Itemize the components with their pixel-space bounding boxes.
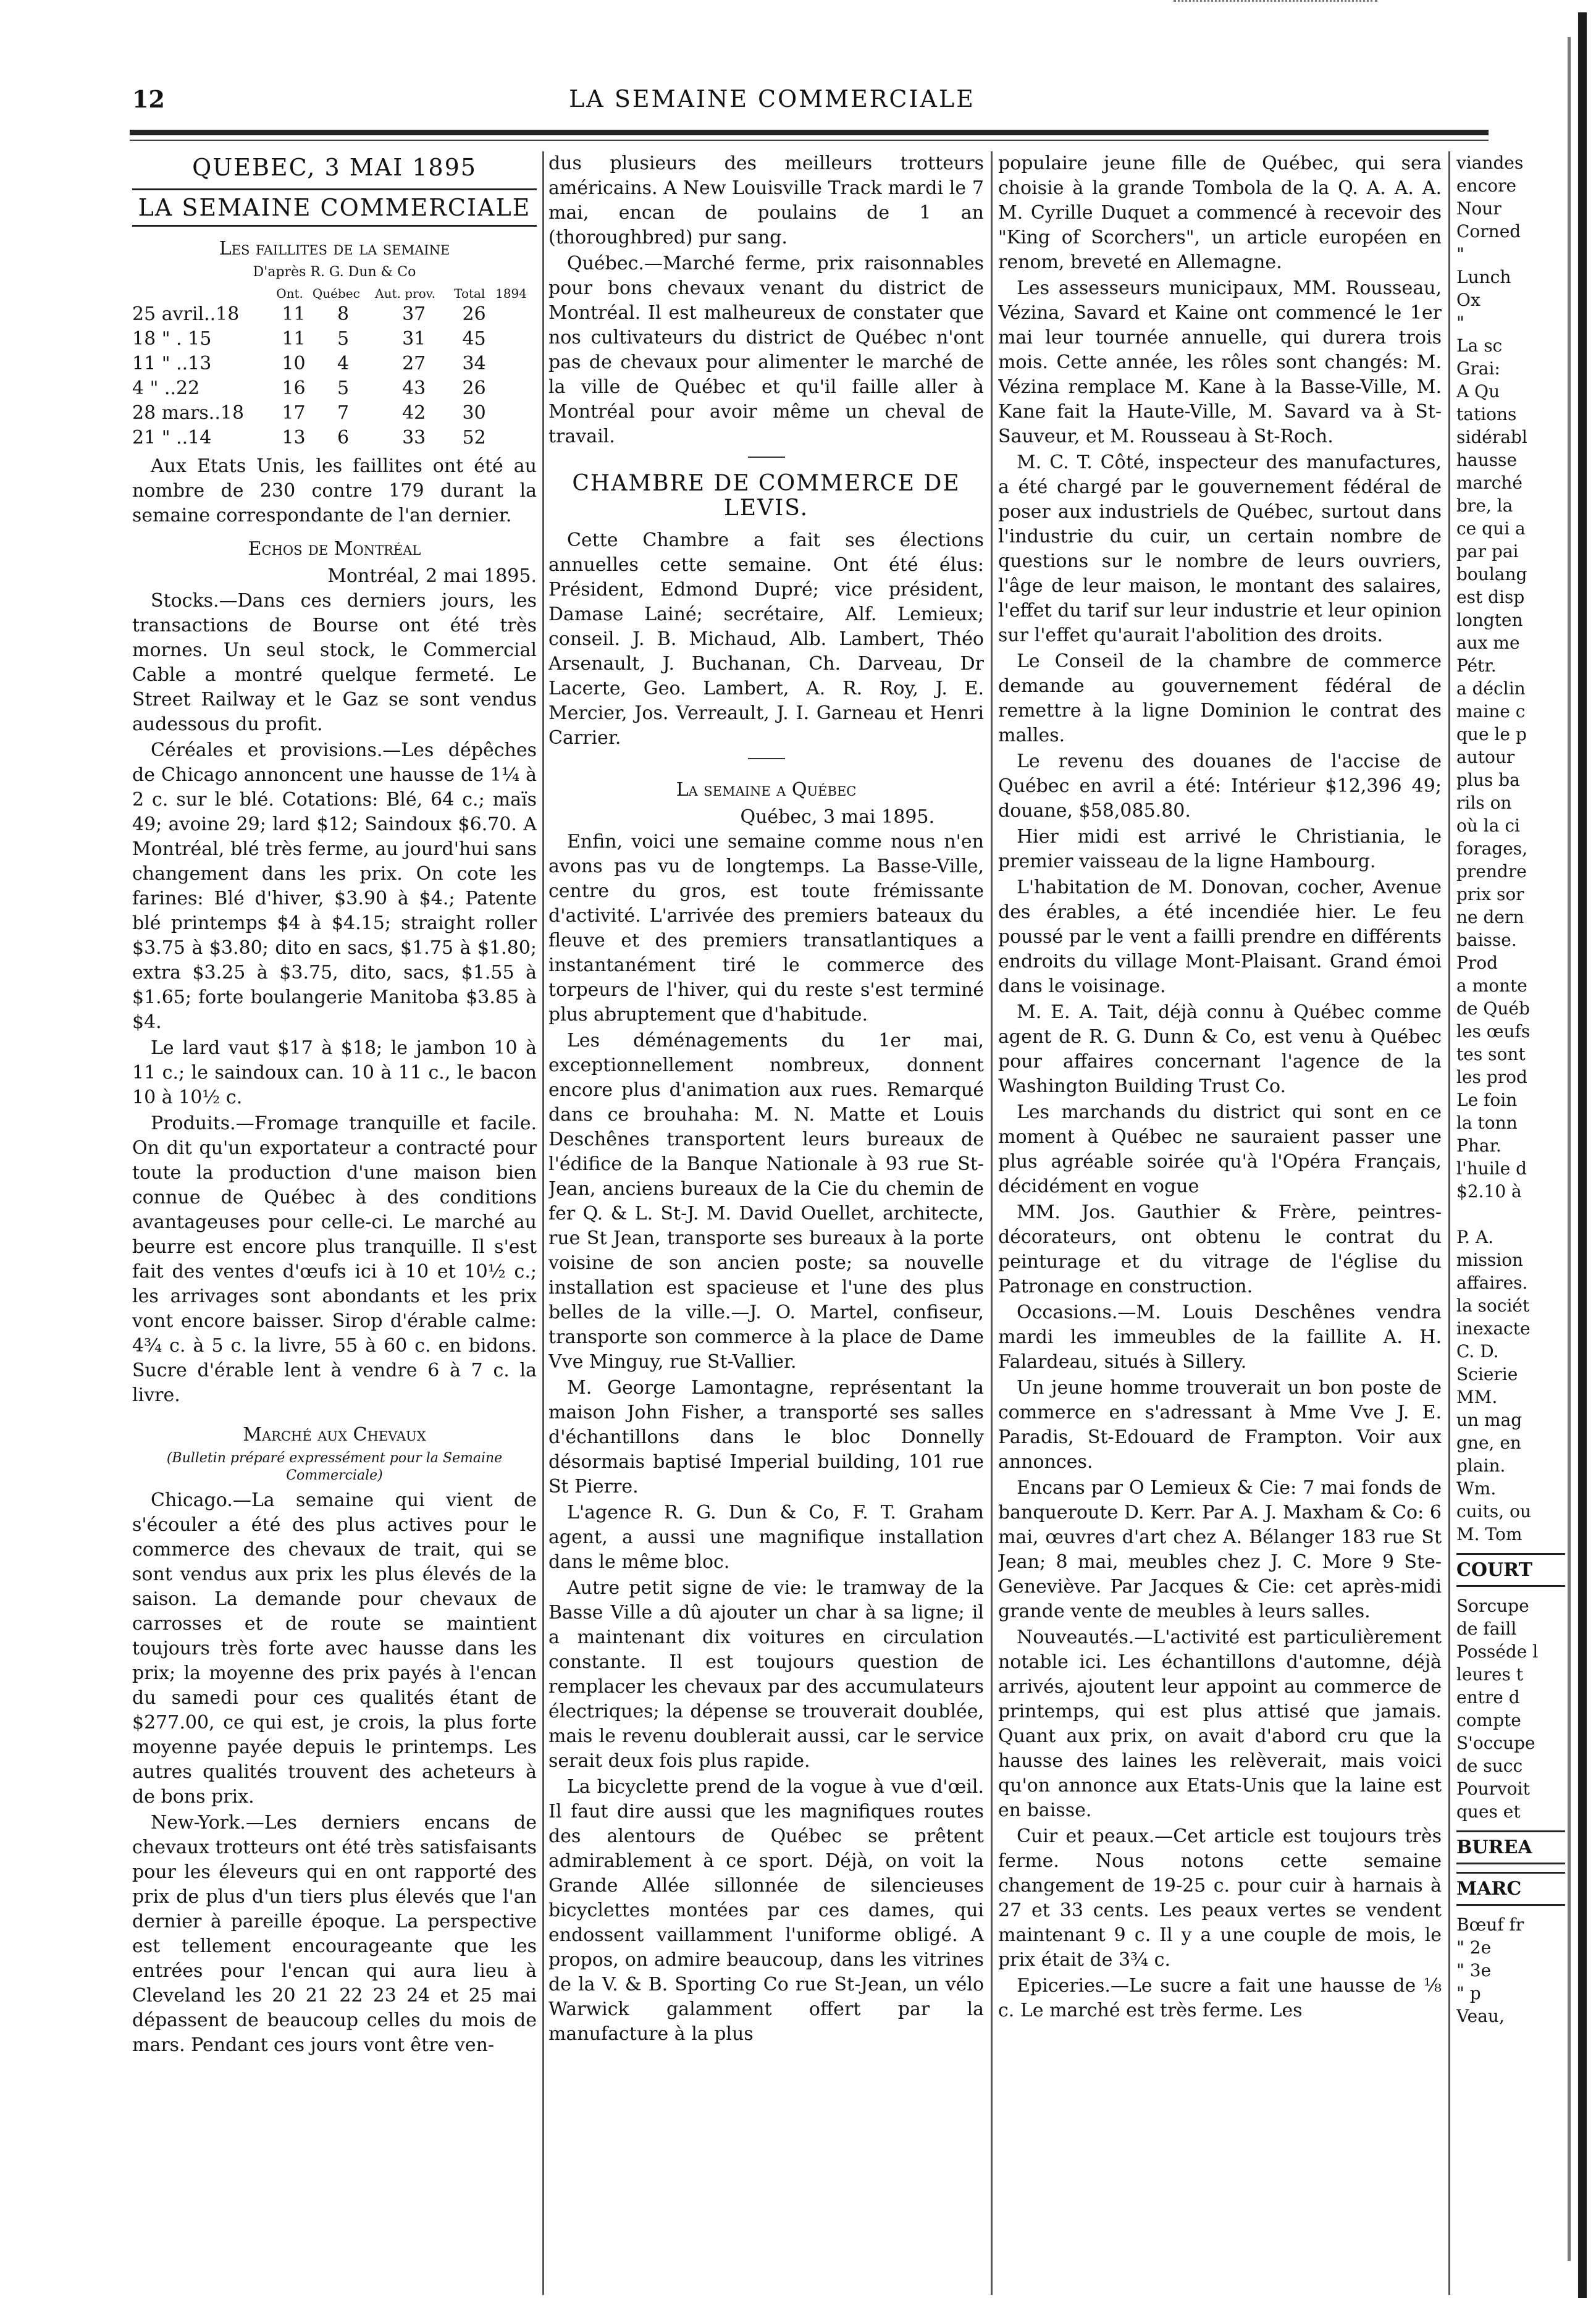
column-divider-3	[1448, 151, 1450, 2295]
cutoff-line: ques et	[1456, 1801, 1521, 1822]
table-cell: 4	[337, 353, 350, 374]
cutoff-line: rils on	[1456, 793, 1512, 813]
cutoff-line: l'huile d	[1456, 1158, 1527, 1179]
article-paragraph: Encans par O Lemieux & Cie: 7 mai fonds de banqueroute D. Kerr. Par A. J. Maxham & Co: 6 mai, œuvres d'art chez A. Bélanger 183 rue St Jean; 8 mai, meubles chez J. C. More 9 Ste-Geneviève. Par Jacques & Cie: cet après-midi grande vente de meubles à leurs salles.	[998, 1477, 1442, 1622]
cutoff-line: inexacte	[1456, 1318, 1531, 1339]
table-cell: 43	[402, 377, 426, 399]
chevaux-title: Marché aux Chevaux	[243, 1424, 426, 1446]
table-row	[132, 426, 537, 450]
table-cell: 33	[402, 427, 426, 448]
column-header	[132, 285, 275, 302]
cutoff-line: tes sont	[1456, 1044, 1526, 1064]
article-paragraph: Epiceries.—Le sucre a fait une hausse de ⅛ c. Le marché est très ferme. Les	[998, 1975, 1442, 2021]
cutoff-line: Le foin	[1456, 1090, 1518, 1110]
scan-artifact	[1174, 0, 1377, 18]
cutoff-line: cuits, ou	[1456, 1501, 1531, 1522]
column-divider-2	[991, 151, 993, 2295]
table-cell: 45	[462, 328, 486, 350]
cutoff-line: maine c	[1456, 701, 1526, 722]
article-paragraph: Enfin, voici une semaine comme nous n'en avons pas vu de longtemps. La Basse-Ville, centre du gros, est toute frémissante d'activité. L'arrivée des premiers bateaux du fleuve et des premiers transatlantiques a instantanément tiré le commerce des torpeurs de l'hiver, qui du reste s'est terminé plus abruptement que d'habitude.	[548, 831, 984, 1025]
cutoff-line: prendre	[1456, 861, 1527, 882]
table-row	[132, 327, 537, 352]
cutoff-line: la sociét	[1456, 1295, 1530, 1316]
article-paragraph: Québec.—Marché ferme, prix raisonnables pour bons chevaux venant du district de Montréal. Il est malheureux de constater que nos cultivateurs du district de Québec n'ont pas de chevaux pour alimenter le marché de la ville de Québec et qu'il faille aller à Montréal pour avoir même un cheval de travail.	[548, 253, 984, 447]
semaine-date: Québec, 3 mai 1895.	[740, 806, 934, 828]
column-header: Ont.	[276, 286, 303, 301]
cutoff-line: Ox	[1456, 290, 1480, 310]
cutoff-line: marché	[1456, 473, 1522, 493]
cutoff-line: un mag	[1456, 1410, 1522, 1430]
article-paragraph: Le revenu des douanes de l'accise de Québec en avril a été: Intérieur $12,396 49; douane, $58,085.80.	[998, 751, 1442, 822]
table-row	[132, 352, 537, 376]
table-cell: 5	[337, 328, 350, 350]
cutoff-line: Posséde l	[1456, 1641, 1539, 1662]
cutoff-line: par pai	[1456, 541, 1519, 562]
article-paragraph: Un jeune homme trouverait un bon poste de commerce en s'adressant à Mme Vve J. E. Paradis, St-Edouard de Frampton. Voir aux annonces.	[998, 1377, 1442, 1473]
cutoff-line: gne, en	[1456, 1433, 1521, 1453]
cutoff-line: compte	[1456, 1710, 1521, 1730]
cutoff-line: plus ba	[1456, 770, 1520, 790]
cutoff-line: mission	[1456, 1250, 1524, 1270]
cutoff-line: Grai:	[1456, 358, 1500, 379]
table-cell: 6	[337, 427, 350, 448]
article-paragraph: Stocks.—Dans ces derniers jours, les transactions de Bourse ont été très mornes. Un seul stock, le Commercial Cable a montré quelque fermeté. Le Street Railway et le Gaz se sont vendus audessous du profit.	[132, 590, 537, 735]
cutoff-line: hausse	[1456, 450, 1518, 470]
cutoff-line: P. A.	[1456, 1227, 1494, 1247]
cutoff-line: La sc	[1456, 335, 1503, 356]
cutoff-line: "	[1456, 244, 1464, 264]
article-paragraph: Autre petit signe de vie: le tramway de la Basse Ville a dû ajouter un char à sa ligne; il a maintenant dix voitures en circulation constante. Il est toujours question de remplacer les chevaux par des accumulateurs électriques; la dépense se trouverait doublée, mais le revenu doublerait aussi, car le service serait deux fois plus rapide.	[548, 1577, 984, 1772]
cutoff-line: encore	[1456, 175, 1517, 196]
column-1	[132, 151, 537, 2289]
article-paragraph: Les déménagements du 1er mai, exceptionnellement nombreux, donnent encore plus d'animation aux rues. Remarqué dans ce brouhaha: M. N. Matte et Louis Deschênes transportent leurs bureaux de l'édifice de la Banque Nationale à 93 rue St-Jean, anciens bureaux de la Cie du chemin de fer Q. & L. St-J. M. David Ouellet, architecte, rue St Jean, transporte ses bureaux à la porte voisine de son ancien poste; sa nouvelle installation est spacieuse et l'une des plus belles de la ville.—J. O. Martel, confiseur, transporte son commerce à la place de Dame Vve Minguy, rue St-Vallier.	[548, 1030, 984, 1373]
cutoff-line: autour	[1456, 747, 1515, 767]
article-paragraph: L'agence R. G. Dun & Co, F. T. Graham agent, a aussi une magnifique installation dans le même bloc.	[548, 1502, 984, 1573]
table-cell: 11	[282, 303, 306, 325]
cutoff-line: sidérabl	[1456, 427, 1527, 447]
article-paragraph: Les assesseurs municipaux, MM. Rousseau, Vézina, Savard et Kaine ont commencé le 1er mai leur tournée annuelle, qui durera trois mois. Cette année, les rôles sont changés: M. Vézina remplace M. Kane à la Basse-Ville, M. Kane fait la Haute-Ville, M. Savard va à St-Sauveur, et M. Rousseau à St-Roch.	[998, 277, 1442, 447]
dateline: QUEBEC, 3 MAI 1895	[192, 154, 477, 181]
table-cell: 42	[402, 402, 426, 424]
cutoff-line: les prod	[1456, 1067, 1527, 1087]
faillites-title: Les faillites de la semaine	[219, 238, 450, 259]
cutoff-line: a déclin	[1456, 678, 1526, 699]
echos-date: Montréal, 2 mai 1895.	[327, 565, 537, 587]
article-paragraph: Hier midi est arrivé le Christiania, le premier vaisseau de la ligne Hambourg.	[998, 826, 1442, 872]
cutoff-line: ne dern	[1456, 907, 1524, 927]
cutoff-line: de Québ	[1456, 998, 1530, 1019]
cutoff-line: " p	[1456, 1983, 1481, 2003]
cutoff-line: aux me	[1456, 633, 1520, 653]
table-cell: 5	[337, 377, 350, 399]
cutoff-line: les œufs	[1456, 1021, 1531, 1042]
table-cell: 13	[282, 427, 306, 448]
semaine-title: La semaine a Québec	[676, 779, 857, 801]
article-paragraph: Occasions.—M. Louis Deschênes vendra mardi les immeubles de la faillite A. H. Falardeau, situés à Sillery.	[998, 1302, 1442, 1373]
cutoff-line: que le p	[1456, 724, 1527, 744]
cutoff-line: S'occupe	[1456, 1733, 1535, 1753]
cutoff-line: Pourvoit	[1456, 1779, 1530, 1799]
table-cell: 25 avril..18	[132, 303, 240, 325]
article-paragraph: Chicago.—La semaine qui vient de s'écouler a été des plus actives pour le commerce des chevaux de trait, qui se sont vendus aux prix les plus élevés de la saison. La demande pour chevaux de carrosses et de route se maintient toujours très forte avec hausse dans les prix; la moyenne des prix payés à l'encan du samedi pour ces qualités étant de $277.00, ce qui est, je crois, la plus forte moyenne payée depuis le printemps. Les autres qualités trouvent des acheteurs à de bons prix.	[132, 1489, 537, 1808]
article-paragraph: Produits.—Fromage tranquille et facile. On dit qu'un exportateur a contracté pour toute la production d'une maison bien connue de Québec à des conditions avantageuses pour celle-ci. Le marché au beurre est encore plus tranquille. Il s'est fait des ventes d'œufs ici à 10 et 10½ c.; les arrivages sont abondants et les prix vont encore baisser. Sirop d'érable calme: 4¾ c. à 5 c. la livre, 55 à 60 c. en bidons. Sucre d'érable lent à vendre 6 à 7 c. la livre.	[132, 1113, 537, 1406]
levis-title: CHAMBRE DE COMMERCE DE LEVIS.	[572, 471, 960, 521]
table-cell: 52	[462, 427, 486, 448]
chevaux-subtitle: (Bulletin préparé expressément pour la Semaine Commerciale)	[166, 1450, 503, 1483]
section-separator	[748, 758, 785, 759]
cutoff-line: Prod	[1456, 953, 1498, 973]
cutoff-line: C. D.	[1456, 1341, 1499, 1362]
masthead: LA SEMAINE COMMERCIALE	[132, 188, 537, 227]
table-cell: 21 " ..14	[132, 427, 212, 448]
cutoff-line: A Qu	[1456, 381, 1500, 402]
page-edge-shadow	[1568, 37, 1571, 2261]
column-divider-1	[542, 151, 544, 2295]
cutoff-line: Wm.	[1456, 1478, 1497, 1499]
article-paragraph: Cuir et peaux.—Cet article est toujours très ferme. Nous notons cette semaine changement de 19-25 c. pour cuir à harnais à 27 et 33 cents. Les peaux vertes se vendent maintenant 9 c. Il y a une couple de mois, le prix était de 3¾ c.	[998, 1825, 1442, 1971]
cutoff-line: est disp	[1456, 587, 1525, 607]
article-paragraph: Cette Chambre a fait ses élections annuelles cette semaine. Ont été élus: Président, Edmond Dupré; vice président, Damase Lainé; secrétaire, Alf. Lemieux; conseil. J. B. Michaud, Alb. Lambert, Théo Arsenault, J. Buchanan, Ch. Darveau, Dr Lacerte, Geo. Lambert, A. R. Roy, J. E. Mercier, Jos. Verreault, J. I. Garneau et Henri Carrier.	[548, 529, 984, 749]
column-2	[548, 151, 984, 2289]
article-paragraph: dus plusieurs des meilleurs trotteurs américains. A New Louisville Track mardi le 7 mai, encan de poulains de 1 an (thoroughbred) pur sang.	[548, 153, 984, 248]
table-cell: 4 " ..22	[132, 377, 200, 399]
cutoff-line: "	[1456, 313, 1464, 333]
cutoff-line	[1456, 1203, 1565, 1226]
cutoff-line: boulang	[1456, 564, 1527, 584]
table-row	[132, 302, 537, 327]
cutoff-line: leures t	[1456, 1664, 1524, 1685]
article-paragraph: Les marchands du district qui sont en ce moment à Québec ne sauraient passer une plus agréable soirée qu'à l'Opéra Français, décidément en vogue	[998, 1101, 1442, 1197]
cutoff-line: Nour	[1456, 198, 1502, 219]
running-title: LA SEMAINE COMMERCIALE	[569, 85, 975, 112]
page-binding-edge	[1578, 12, 1587, 2298]
table-cell: 28 mars..18	[132, 402, 245, 424]
cutoff-line: " 2e	[1456, 1937, 1492, 1958]
table-row	[132, 376, 537, 401]
article-paragraph: Le lard vaut $17 à $18; le jambon 10 à 11 c.; le saindoux can. 10 à 11 c., le bacon 10 à 10½ c.	[132, 1037, 537, 1108]
header-rule	[130, 130, 1489, 135]
cutoff-line: bre, la	[1456, 495, 1513, 516]
table-cell: 16	[282, 377, 306, 399]
column-header: 1894	[495, 286, 527, 301]
article-paragraph: populaire jeune fille de Québec, qui sera choisie à la grande Tombola de la Q. A. A. A. M. Cyrille Duquet a commencé à recevoir des "King of Scorchers", un article européen en renom, breveté en Allemagne.	[998, 153, 1442, 273]
table-cell: 8	[337, 303, 350, 325]
column-4-cutoff	[1456, 151, 1565, 2289]
cutoff-line: entre d	[1456, 1687, 1520, 1707]
article-paragraph: Nouveautés.—L'activité est particulièrement notable ici. Les échantillons d'automne, déjà arrivés, ajoutent leur appoint au commerce de printemps, qui est plus attisé que jamais. Quant aux prix, on avait d'abord cru que la hausse des laines les relèverait, mais voici qu'on annonce aux Etats-Unis que la laine est en baisse.	[998, 1627, 1442, 1821]
article-paragraph: New-York.—Les derniers encans de chevaux trotteurs ont été très satisfaisants pour les éleveurs qui en ont rapporté des prix de plus d'un tiers plus élevés que l'an dernier à pareille époque. La perspective est tellement encourageante que les entrées pour l'encan qui aura lieu à Cleveland les 20 21 22 23 24 et 25 mai dépassent de beaucoup celles du mois de mars. Pendant ces jours vont être ven-	[132, 1812, 537, 2056]
cutoff-line: Veau,	[1456, 2006, 1505, 2026]
table-cell: 31	[402, 328, 426, 350]
article-paragraph: M. E. A. Tait, déjà connu à Québec comme agent de R. G. Dunn & Co, est venu à Québec pour affaires concernant l'agence de la Washington Building Trust Co.	[998, 1001, 1442, 1097]
table-cell: 34	[462, 353, 486, 374]
faillites-note: Aux Etats Unis, les faillites ont été au nombre de 230 contre 179 durant la semaine correspondante de l'an dernier.	[132, 455, 537, 526]
cutoff-line: prix sor	[1456, 884, 1524, 904]
cutoff-line: tations	[1456, 404, 1517, 424]
table-cell: 27	[402, 353, 426, 374]
cutoff-line: viandes	[1456, 153, 1524, 173]
table-header-row	[132, 285, 537, 302]
table-cell: 18 " . 15	[132, 328, 212, 350]
table-cell: 30	[462, 402, 486, 424]
cutoff-line: MM.	[1456, 1387, 1498, 1407]
cutoff-line: ce qui a	[1456, 518, 1526, 539]
page-number: 12	[132, 85, 165, 113]
faillites-source: D'après R. G. Dun & Co	[253, 264, 416, 280]
table-cell: 11	[282, 328, 306, 350]
table-cell: 26	[462, 377, 486, 399]
column-3	[998, 151, 1442, 2289]
article-paragraph: MM. Jos. Gauthier & Frère, peintres-décorateurs, ont obtenu le contrat du peinturage et du vitrage de l'église du Patronage en construction.	[998, 1202, 1442, 1297]
table-cell: 7	[337, 402, 350, 424]
cutoff-line: Sorcupe	[1456, 1596, 1529, 1616]
cutoff-line: Bœuf fr	[1456, 1914, 1524, 1935]
cutoff-line: affaires.	[1456, 1273, 1528, 1293]
cutoff-line: $2.10 à	[1456, 1181, 1522, 1202]
cutoff-line: la tonn	[1456, 1113, 1518, 1133]
cutoff-line: " 3e	[1456, 1960, 1492, 1981]
table-cell: 37	[402, 303, 426, 325]
cutoff-line: M. Tom	[1456, 1524, 1522, 1544]
column-header: Québec	[312, 286, 360, 301]
table-row	[132, 401, 537, 426]
section-separator	[748, 457, 785, 458]
article-paragraph: M. George Lamontagne, représentant la maison John Fisher, a transporté ses salles d'échantillons dans le bloc Donnelly désormais baptisé Imperial building, 101 rue St Pierre.	[548, 1377, 984, 1497]
cutoff-line: baisse.	[1456, 930, 1517, 950]
table-cell: 11 " ..13	[132, 353, 212, 374]
header-rule-thin	[130, 140, 1489, 141]
cutoff-line: où la ci	[1456, 815, 1520, 836]
cutoff-line: Scierie	[1456, 1364, 1518, 1384]
echos-title: Echos de Montréal	[248, 538, 421, 560]
table-cell: 17	[282, 402, 306, 424]
table-cell: 10	[282, 353, 306, 374]
cutoff-line: Phar.	[1456, 1135, 1502, 1156]
cutoff-line: a monte	[1456, 975, 1527, 996]
cutoff-line: Corned	[1456, 221, 1521, 242]
article-paragraph: M. C. T. Côté, inspecteur des manufactures, a été chargé par le gouvernement fédéral de poser aux industriels de Québec, surtout dans l'industrie du cuir, un certain nombre de questions sur le nombre de leurs ouvriers, l'âge de leur maison, le montant des salaires, l'effet du tarif sur leur industrie et leur opinion sur l'effet qu'aurait l'abolition des droits.	[998, 452, 1442, 646]
cutoff-line: de faill	[1456, 1619, 1517, 1639]
cutoff-line: de succ	[1456, 1756, 1523, 1776]
faillites-table	[132, 285, 537, 450]
table-cell: 26	[462, 303, 486, 325]
article-paragraph: La bicyclette prend de la vogue à vue d'œil. Il faut dire aussi que les magnifiques routes des alentours de Québec se prêtent admirablement à ce sport. Déjà, on voit la Grande Allée sillonnée de silencieuses bicyclettes montées par ces dames, qui endossent vaillamment l'uniforme obligé. A propos, on admire beaucoup, dans les vitrines de la V. & B. Sporting Co rue St-Jean, un vélo Warwick galamment offert par la manufacture à la plus	[548, 1776, 984, 2045]
article-paragraph: Le Conseil de la chambre de commerce demande au gouvernement fédéral de remettre à la ligne Dominion le contrat des malles.	[998, 650, 1442, 746]
section-box-heading: COURT	[1456, 1553, 1565, 1587]
section-box-heading: BUREA	[1456, 1830, 1565, 1864]
column-header: Total	[454, 286, 485, 301]
cutoff-line: plain.	[1456, 1455, 1506, 1476]
column-header: Aut. prov.	[375, 286, 435, 301]
section-box-heading: MARC	[1456, 1872, 1565, 1906]
article-paragraph: L'habitation de M. Donovan, cocher, Avenue des érables, a été incendiée hier. Le feu poussé par le vent a failli prendre en différents endroits du village Mont-Plaisant. Grand émoi dans le voisinage.	[998, 877, 1442, 997]
cutoff-line: longten	[1456, 610, 1523, 630]
cutoff-line: Lunch	[1456, 267, 1511, 287]
article-paragraph: Céréales et provisions.—Les dépêches de Chicago annoncent une hausse de 1¼ à 2 c. sur le blé. Cotations: Blé, 64 c.; maïs 49; avoine 29; lard $12; Saindoux $6.70. A Montréal, blé très ferme, au jourd'hui sans changement dans les prix. On cote les farines: Blé d'hiver, $3.90 à $4.; Patente blé printemps $4 à $4.15; straight roller $3.75 à $3.80; dito en sacs, $1.75 à $1.80; extra $3.25 à $3.75, dito, sacs, $1.55 à $1.65; forte boulangerie Manitoba $3.85 à $4.	[132, 739, 537, 1033]
cutoff-line: Pétr.	[1456, 655, 1497, 676]
cutoff-line: forages,	[1456, 838, 1528, 859]
